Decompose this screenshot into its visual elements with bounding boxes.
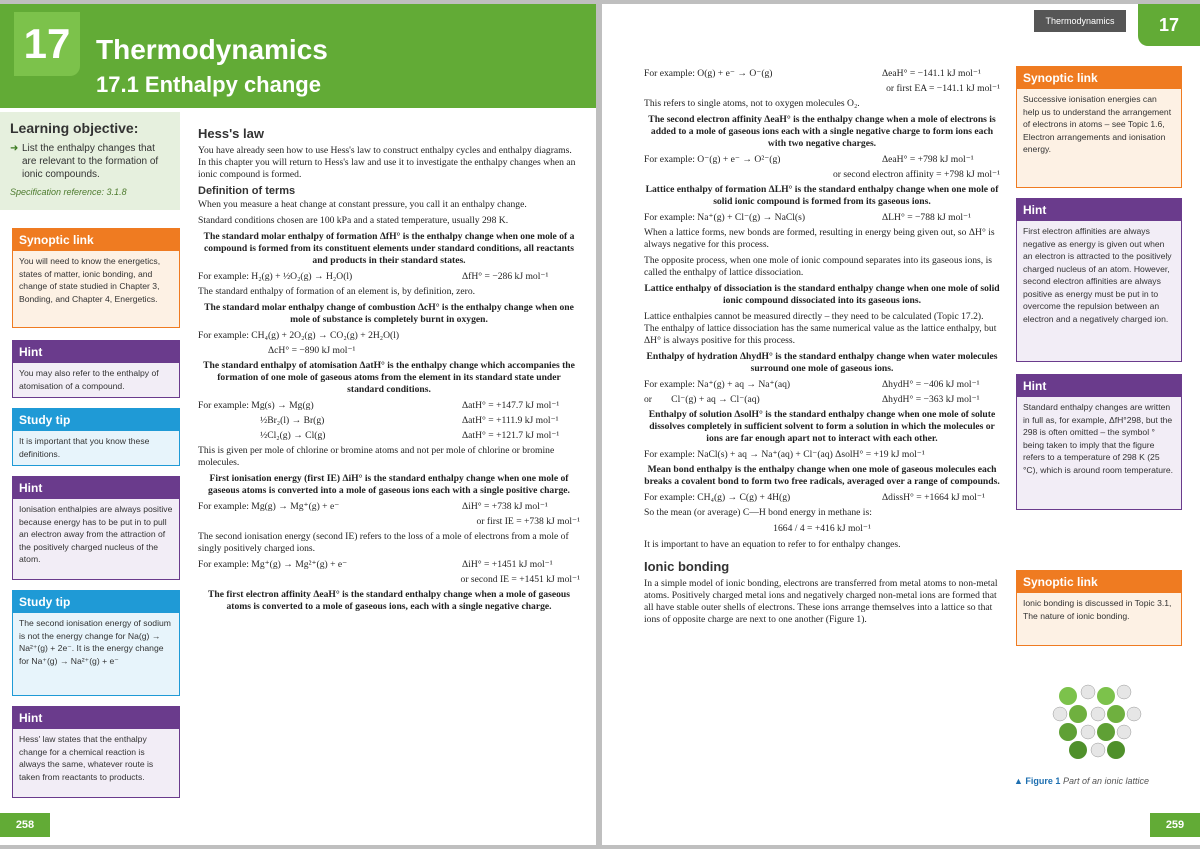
- page-number: 259: [1150, 813, 1200, 837]
- left-page: [0, 4, 596, 845]
- ionic-lattice-figure: [1048, 674, 1144, 770]
- equation-alt: or first EA = −141.1 kJ mol⁻¹: [886, 83, 1000, 94]
- equation-rhs: ΔcH° = −890 kJ mol⁻¹: [268, 345, 356, 356]
- box-heading: Hint: [13, 707, 179, 729]
- box-text: Ionic bonding is discussed in Topic 3.1, The nature of ionic bonding.: [1023, 598, 1172, 621]
- definition: The standard molar enthalpy of formation ΔfH° is the enthalpy change when one mole of a compound is formed from its constituent elements under standard conditions, all reactants and products in their standard states.: [203, 231, 575, 266]
- definition: Lattice enthalpy of dissociation is the standard enthalpy change when one mole of solid ionic compound dissociated into its gaseous ions.: [644, 283, 1000, 306]
- box-text: Ionisation enthalpies are always positive because energy has to be put in to pull an electron away from the attraction of the positively charged nucleus of the atom.: [19, 504, 173, 564]
- equation-alt: or first IE = +738 kJ mol⁻¹: [476, 516, 580, 527]
- equation-alt: or second IE = +1451 kJ mol⁻¹: [460, 574, 580, 585]
- paragraph: The standard enthalpy of formation of an element is, by definition, zero.: [198, 286, 476, 297]
- equation: For example: NaCl(s) + aq → Na⁺(aq) + Cl⁻(aq) ΔsolH° = +19 kJ mol⁻¹: [644, 449, 925, 460]
- hint-box: [1016, 198, 1182, 362]
- equation: [644, 154, 1000, 166]
- study-tip-box: [12, 590, 180, 696]
- equation-lhs: For example: O⁻(g) + e⁻ → O²⁻(g): [644, 154, 781, 165]
- calculation: 1664 / 4 = +416 kJ mol⁻¹: [773, 523, 871, 534]
- paragraph: Standard conditions chosen are 100 kPa and a stated temperature, usually 298 K.: [198, 215, 509, 226]
- right-main-column: [644, 68, 1000, 630]
- chapter-title: Thermodynamics: [96, 34, 328, 65]
- paragraph: The opposite process, when one mole of ionic compound separates into its gaseous ions, is called the enthalpy of lattice dissociation.: [644, 255, 992, 278]
- equation-rhs: ΔhydH° = −363 kJ mol⁻¹: [882, 394, 980, 405]
- equation-lhs: ½Cl₂(g) → Cl(g): [260, 430, 326, 441]
- box-text: Hess' law states that the enthalpy change for a chemical reaction is always the same, whatever route is taken from reactants to products.: [19, 734, 154, 782]
- arrow-icon: ➜: [10, 143, 19, 154]
- box-heading: Hint: [13, 341, 179, 363]
- box-heading: Hint: [1017, 375, 1181, 397]
- box-text: You will need to know the energetics, states of matter, ionic bonding, and change of state studied in Chapter 3, Bonding, and Chapter 4, Energetics.: [19, 256, 161, 304]
- equation-rhs: ΔatH° = +121.7 kJ mol⁻¹: [462, 430, 560, 441]
- paragraph: You have already seen how to use Hess's law to construct enthalpy cycles and enthalpy diagrams. In this chapter you will return to Hess's law and use it to investigate the enthalpy changes when an ionic compound is formed.: [198, 145, 576, 180]
- definition: The standard molar enthalpy change of combustion ΔcH° is the enthalpy change when one mole of substance is completely burnt in oxygen.: [204, 302, 574, 325]
- definition: The first electron affinity ΔeaH° is the standard enthalpy change when a mole of gaseous atoms is converted to a mole of gaseous ions, each with a single negative charge.: [208, 589, 570, 612]
- page-number: 258: [0, 813, 50, 837]
- figure-label: ▲ Figure 1: [1014, 776, 1061, 786]
- figure-caption: [1014, 776, 1194, 786]
- definition: The standard enthalpy of atomisation ΔatH° is the enthalpy change which accompanies the formation of one mole of gaseous atoms from the element in its standard state under standard conditions.: [203, 360, 575, 395]
- equation-lhs: For example: CH₄(g) → C(g) + 4H(g): [644, 492, 791, 503]
- equation: [198, 330, 580, 342]
- chapter-header: [0, 4, 596, 108]
- paragraph: Lattice enthalpies cannot be measured directly – they need to be calculated (Topic 17.2). The enthalpy of lattice dissociation has the same numerical value as the lattice enthalpy, but ΔH° is always positive for this process.: [644, 311, 997, 346]
- equation-rhs: ΔiH° = +1451 kJ mol⁻¹: [462, 559, 553, 570]
- paragraph: It is important to have an equation to refer to for enthalpy changes.: [644, 539, 901, 550]
- equation: [644, 68, 1000, 80]
- equation-rhs: ΔeaH° = +798 kJ mol⁻¹: [882, 154, 974, 165]
- equation-rhs: ΔfH° = −286 kJ mol⁻¹: [462, 271, 549, 282]
- learning-objective-title: Learning objective:: [10, 120, 139, 136]
- paragraph: The second ionisation energy (second IE) refers to the loss of a mole of electrons from a mole of singly positively charged ions.: [198, 531, 569, 554]
- definition: Enthalpy of solution ΔsolH° is the standard enthalpy change when one mole of solute dissolves completely in sufficient solvent to form a solution in which the molecules or ions are far enough apart not to interact with each other.: [648, 409, 996, 444]
- equation-lhs: For example: H₂(g) + ½O₂(g) → H₂O(l): [198, 271, 353, 282]
- box-text: The second ionisation energy of sodium is not the energy change for Na(g) → Na²⁺(g) + 2e⁻. It is the energy change for Na⁺(g) → Na²⁺(g) + e⁻: [19, 618, 171, 666]
- definition: Mean bond enthalpy is the enthalpy change when one mole of gaseous molecules each breaks a covalent bond to form two free radicals, averaged over a range of compounds.: [644, 464, 1000, 487]
- chapter-number: 17: [14, 12, 80, 76]
- paragraph: So the mean (or average) C—H bond energy in methane is:: [644, 507, 872, 518]
- equation-lhs: For example: Na⁺(g) + Cl⁻(g) → NaCl(s): [644, 212, 806, 223]
- equation: [198, 559, 580, 571]
- equation: [198, 271, 580, 283]
- equation-rhs: ΔeaH° = −141.1 kJ mol⁻¹: [882, 68, 981, 79]
- ionic-bonding-heading: Ionic bonding: [644, 559, 730, 574]
- paragraph: When a lattice forms, new bonds are formed, resulting in energy being given out, so ΔH° is always negative for this process.: [644, 227, 995, 250]
- box-heading: Study tip: [13, 591, 179, 613]
- hess-law-heading: Hess's law: [198, 126, 264, 141]
- equation-rhs: ΔLH° = −788 kJ mol⁻¹: [882, 212, 971, 223]
- equation-lhs: For example: Mg(s) → Mg(g): [198, 400, 314, 411]
- figure-caption-text: Part of an ionic lattice: [1062, 776, 1149, 786]
- equation-lhs: For example: Mg(g) → Mg⁺(g) + e⁻: [198, 501, 340, 512]
- specification-reference: Specification reference: 3.1.8: [10, 187, 127, 197]
- definition: The second electron affinity ΔeaH° is the enthalpy change when a mole of electrons is added to a mole of gaseous ions each with a single negative charge to form ions each with two negative charges.: [648, 114, 996, 149]
- definition: Enthalpy of hydration ΔhydH° is the standard enthalpy change when water molecules surround one mole of gaseous ions.: [646, 351, 998, 374]
- equation: [198, 501, 580, 513]
- equation-alt: or second electron affinity = +798 kJ mol⁻¹: [833, 169, 1000, 180]
- equation-lhs: For example: Mg⁺(g) → Mg²⁺(g) + e⁻: [198, 559, 348, 570]
- synoptic-link-box: [1016, 66, 1182, 188]
- hint-box: [12, 706, 180, 798]
- equation-lhs: or Cl⁻(g) + aq → Cl⁻(aq): [644, 394, 760, 405]
- equation-lhs: ½Br₂(l) → Br(g): [260, 415, 325, 426]
- equation: [644, 492, 1000, 504]
- running-head: Thermodynamics: [1034, 10, 1126, 32]
- lattice-spheres: [1053, 685, 1141, 759]
- equation: [644, 212, 1000, 224]
- equation-rhs: ΔhydH° = −406 kJ mol⁻¹: [882, 379, 980, 390]
- equation-lhs: For example: CH₄(g) + 2O₂(g) → CO₂(g) + 2H₂O(l): [198, 330, 400, 341]
- learning-objective-text: List the enthalpy changes that are relevant to the formation of ionic compounds.: [22, 143, 159, 180]
- equation-rhs: ΔdissH° = +1664 kJ mol⁻¹: [882, 492, 985, 503]
- paragraph: When you measure a heat change at constant pressure, you call it an enthalpy change.: [198, 199, 527, 210]
- hint-box: [12, 476, 180, 580]
- left-main-column: [198, 126, 580, 617]
- equation-rhs: ΔiH° = +738 kJ mol⁻¹: [462, 501, 548, 512]
- learning-objective-item: [10, 142, 170, 181]
- definition-heading: Definition of terms: [198, 185, 296, 197]
- box-heading: Hint: [1017, 199, 1181, 221]
- equation: [198, 415, 580, 427]
- box-heading: Synoptic link: [13, 229, 179, 251]
- box-text: Standard enthalpy changes are written in full as, for example, ΔfH°298, but the 298 is often omitted – the symbol ° being taken to imply that the figure refers to a temperature of 298 K (25 °C), which is around room temperature.: [1023, 402, 1174, 475]
- paragraph: This refers to single atoms, not to oxygen molecules O₂.: [644, 98, 860, 109]
- equation: [644, 379, 1000, 391]
- definition: First ionisation energy (first IE) ΔiH° is the standard enthalpy change when one mole of gaseous atoms is converted into a mole of gaseous ions each with a single positive charge.: [208, 473, 570, 496]
- box-heading: Hint: [13, 477, 179, 499]
- right-page: [602, 4, 1200, 845]
- box-heading: Synoptic link: [1017, 571, 1181, 593]
- study-tip-box: [12, 408, 180, 466]
- box-heading: Study tip: [13, 409, 179, 431]
- paragraph: In a simple model of ionic bonding, electrons are transferred from metal atoms to non-metal atoms. Positively charged metal ions and negatively charged non-metal ions are formed that all have stable outer shells of electrons. These ions arrange themselves into a lattice so that ions of opposite charge are next to one another (Figure 1).: [644, 578, 998, 625]
- equation-rhs: ΔatH° = +147.7 kJ mol⁻¹: [462, 400, 560, 411]
- equation: [644, 394, 1000, 406]
- learning-objective-box: [0, 112, 180, 210]
- hint-box: [1016, 374, 1182, 510]
- equation: [198, 400, 580, 412]
- box-text: It is important that you know these definitions.: [19, 436, 150, 459]
- paragraph: This is given per mole of chlorine or bromine atoms and not per mole of chlorine or bromine molecules.: [198, 445, 555, 468]
- box-text: You may also refer to the enthalpy of atomisation of a compound.: [19, 368, 159, 391]
- hint-box: [12, 340, 180, 398]
- definition: Lattice enthalpy of formation ΔLH° is the standard enthalpy change when one mole of solid ionic compound is formed from its gaseous ions.: [645, 184, 999, 207]
- equation-lhs: For example: O(g) + e⁻ → O⁻(g): [644, 68, 773, 79]
- equation-rhs: ΔatH° = +111.9 kJ mol⁻¹: [462, 415, 559, 426]
- box-heading: Synoptic link: [1017, 67, 1181, 89]
- equation: [198, 430, 580, 442]
- box-text: First electron affinities are always negative as energy is given out when an electron is attracted to the positively charged nucleus of an atom. However, second electron affinities are always positive as energy must be put in to overcome the repulsion between an electron and a negatively charged ion.: [1023, 226, 1172, 324]
- chapter-tab: 17: [1138, 4, 1200, 46]
- synoptic-link-box: [1016, 570, 1182, 646]
- box-text: Successive ionisation energies can help us to understand the arrangement of electrons in atoms – see Topic 1.6, Electron arrangements and ionisation energy.: [1023, 94, 1172, 154]
- section-title: 17.1 Enthalpy change: [96, 72, 321, 97]
- equation-lhs: For example: Na⁺(g) + aq → Na⁺(aq): [644, 379, 791, 390]
- synoptic-link-box: [12, 228, 180, 328]
